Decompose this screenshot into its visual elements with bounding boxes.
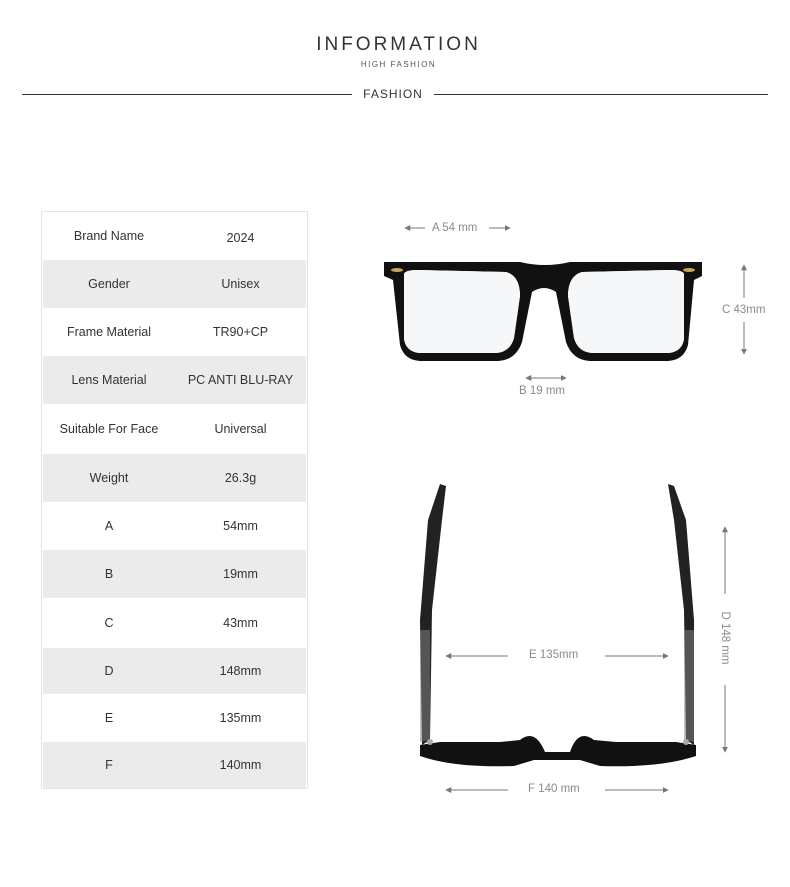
front-left-lens <box>404 270 520 353</box>
dim-a-label: A 54 mm <box>432 222 478 234</box>
page-subtitle: HIGH FASHION <box>360 60 437 69</box>
dim-d-label: D 148 mm <box>719 611 731 665</box>
spec-value: 148mm <box>175 664 306 678</box>
spec-label: Weight <box>89 471 129 485</box>
divider-label: FASHION <box>363 87 423 101</box>
spec-value: Universal <box>175 422 306 436</box>
spec-value: PC ANTI BLU-RAY <box>175 373 306 387</box>
spec-value: 54mm <box>175 519 306 533</box>
spec-value: 26.3g <box>175 471 306 485</box>
front-view-glasses <box>384 262 702 361</box>
spec-label: Brand Name <box>73 229 145 243</box>
spec-value: 19mm <box>175 567 306 581</box>
front-right-lens <box>568 270 684 353</box>
spec-label: B <box>104 567 114 581</box>
spec-label: Gender <box>88 277 130 291</box>
spec-value: 43mm <box>175 616 306 630</box>
dim-f-label: F 140 mm <box>528 783 580 795</box>
dim-e-label: E 135mm <box>529 649 579 661</box>
top-front-bar <box>420 736 696 766</box>
spec-label: E <box>104 711 114 725</box>
top-view-glasses <box>420 484 696 766</box>
spec-label: A <box>104 519 114 533</box>
spec-value: 140mm <box>175 758 306 772</box>
spec-label: C <box>104 616 114 630</box>
spec-label: F <box>105 758 113 772</box>
spec-label: D <box>104 664 114 678</box>
dim-c-label: C 43mm <box>722 304 766 316</box>
left-rivet <box>391 268 403 272</box>
dim-b-label: B 19 mm <box>519 385 566 397</box>
page-title: INFORMATION <box>316 34 481 55</box>
spec-value: TR90+CP <box>175 325 306 339</box>
right-rivet <box>683 268 695 272</box>
spec-label: Suitable For Face <box>59 422 159 436</box>
spec-value: 135mm <box>175 711 306 725</box>
spec-value: Unisex <box>175 277 306 291</box>
spec-label: Frame Material <box>66 325 152 339</box>
spec-value: 2024 <box>175 227 306 245</box>
spec-label: Lens Material <box>71 373 147 387</box>
